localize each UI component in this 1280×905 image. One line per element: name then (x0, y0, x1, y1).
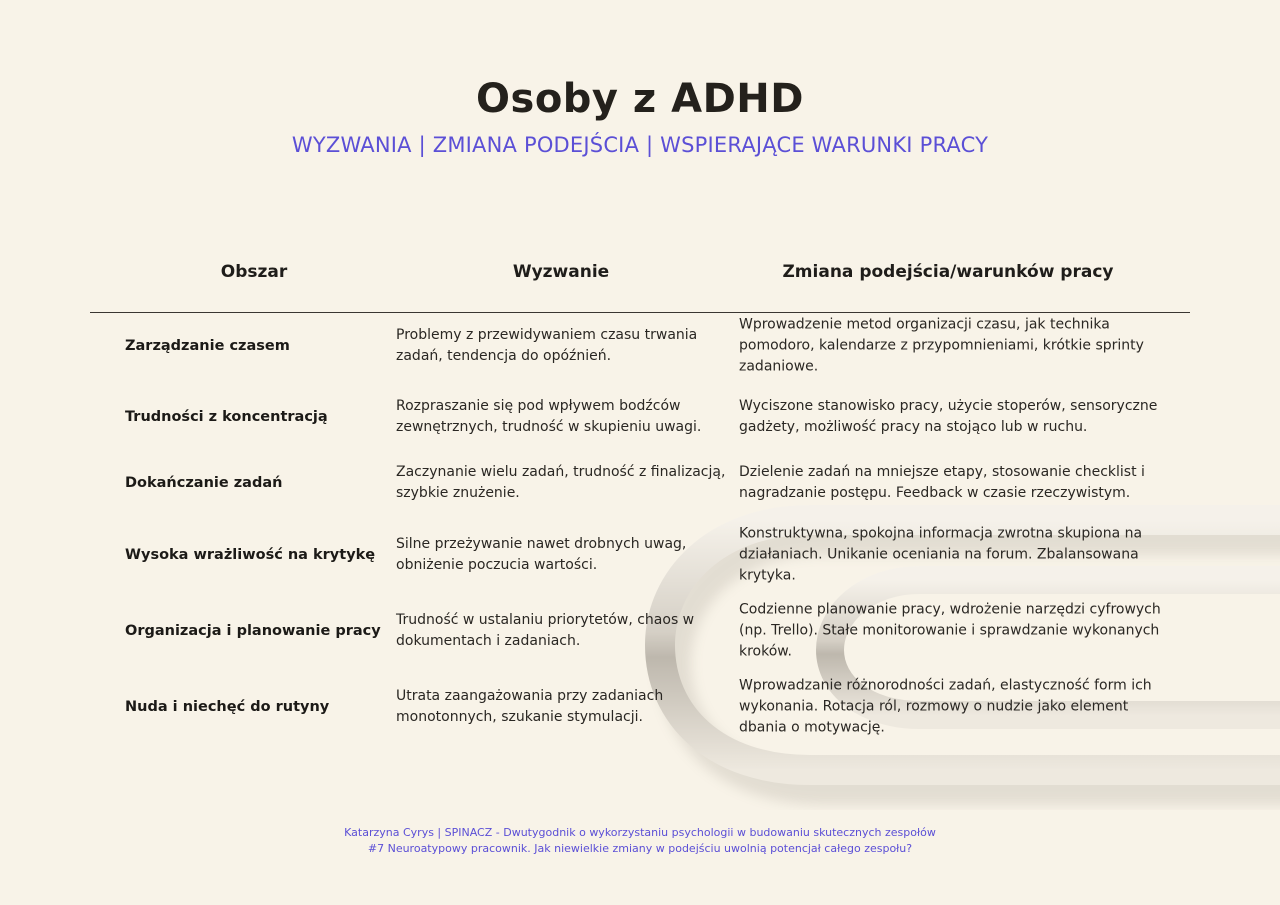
row-area: Nuda i niechęć do rutyny (125, 699, 330, 715)
row-change: Wprowadzenie metod organizacji czasu, jak technika pomodoro, kalendarze z przypomnieniami, krótkie sprinty zadaniowe. (739, 316, 1144, 375)
footer-credit: Katarzyna Cyrys | SPINACZ - Dwutygodnik o wykorzystaniu psychologii w budowaniu skutecznych zespołów (344, 826, 936, 839)
row-change: Codzienne planowanie pracy, wdrożenie narzędzi cyfrowych (np. Trello). Stałe monitorowanie i sprawdzanie wykonanych kroków. (739, 601, 1161, 660)
row-area: Wysoka wrażliwość na krytykę (125, 547, 376, 563)
footer-issue: #7 Neuroatypowy pracownik. Jak niewielkie zmiany w podejściu uwolnią potencjał całego zespołu? (367, 842, 913, 855)
row-change: Wprowadzanie różnorodności zadań, elastyczność form ich wykonania. Rotacja ról, rozmowy o nudzie jako element dbania o motywację. (739, 677, 1152, 736)
row-challenge: Rozpraszanie się pod wpływem bodźców zewnętrznych, trudność w skupieniu uwagi. (396, 398, 702, 435)
row-challenge: Silne przeżywanie nawet drobnych uwag, obniżenie poczucia wartości. (396, 536, 687, 573)
column-header-area: Obszar (220, 262, 288, 282)
page-subtitle: WYZWANIA | ZMIANA PODEJŚCIA | WSPIERAJĄCE WARUNKI PRACY (291, 133, 989, 157)
header-divider (90, 312, 1190, 313)
row-change: Dzielenie zadań na mniejsze etapy, stosowanie checklist i nagradzanie postępu. Feedback w czasie rzeczywistym. (739, 464, 1145, 501)
row-challenge: Trudność w ustalaniu priorytetów, chaos w dokumentach i zadaniach. (396, 612, 695, 649)
row-area: Organizacja i planowanie pracy (125, 623, 381, 639)
row-area: Zarządzanie czasem (125, 338, 290, 354)
row-change: Wyciszone stanowisko pracy, użycie stoperów, sensoryczne gadżety, możliwość pracy na stojąco lub w ruchu. (739, 398, 1158, 435)
column-header-challenge: Wyzwanie (512, 262, 610, 282)
page-title: Osoby z ADHD (476, 76, 804, 122)
row-challenge: Problemy z przewidywaniem czasu trwania zadań, tendencja do opóźnień. (396, 327, 698, 364)
column-header-change: Zmiana podejścia/warunków pracy (782, 262, 1114, 282)
row-area: Dokańczanie zadań (125, 475, 283, 491)
row-challenge: Zaczynanie wielu zadań, trudność z finalizacją, szybkie znużenie. (396, 464, 726, 501)
row-area: Trudności z koncentracją (125, 409, 328, 425)
row-challenge: Utrata zaangażowania przy zadaniach monotonnych, szukanie stymulacji. (396, 688, 664, 725)
row-change: Konstruktywna, spokojna informacja zwrotna skupiona na działaniach. Unikanie oceniania na forum. Zbalansowana krytyka. (739, 525, 1143, 584)
